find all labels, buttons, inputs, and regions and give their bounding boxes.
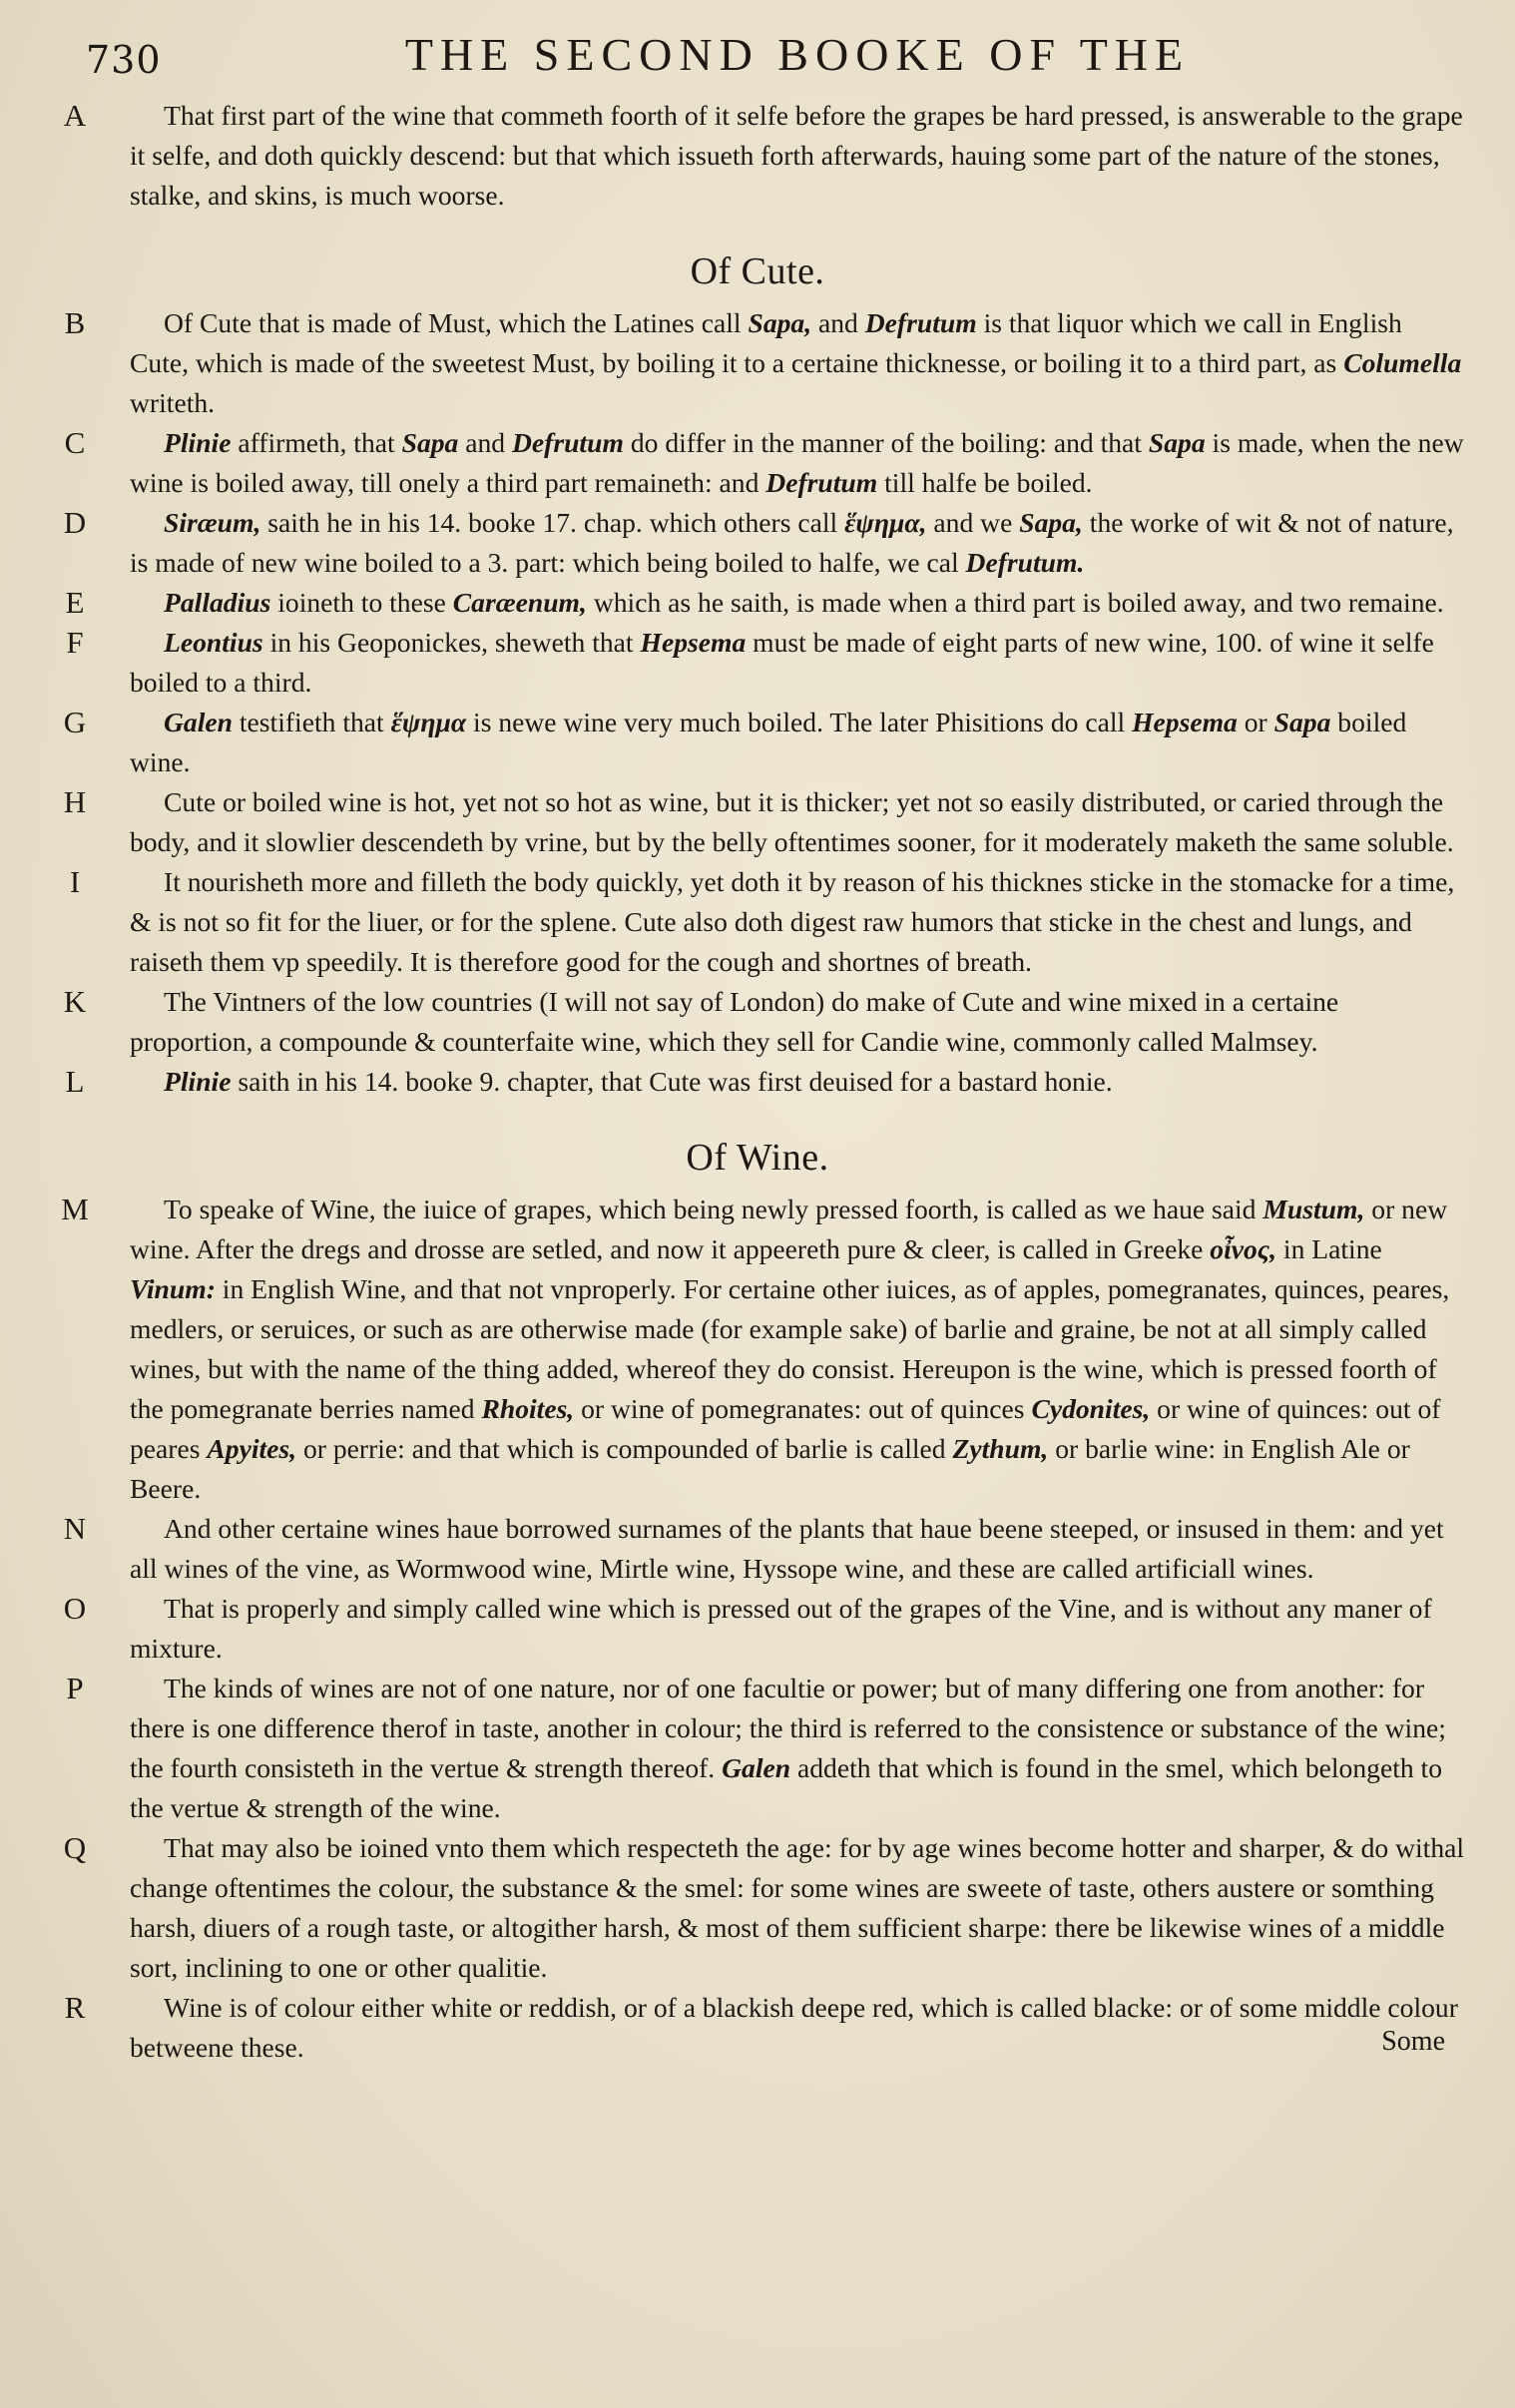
text-run: or wine of pomegranates: out of quinces [574, 1393, 1032, 1424]
italic-term: Plinie [164, 427, 232, 458]
paragraph-text [130, 703, 1465, 782]
paragraph-text [130, 423, 1465, 503]
text-run: Wine is of colour either white or reddish, or of a blackish deepe red, which is called blacke: or of some middle colour betweene these. [130, 1992, 1458, 2063]
paragraph [40, 1589, 1475, 1669]
margin-letter: F [66, 625, 84, 660]
text-run: writeth. [130, 387, 216, 418]
paragraph [40, 303, 1475, 423]
italic-term: Sapa, [748, 307, 812, 338]
paragraph [40, 96, 1475, 216]
text-run: The kinds of wines are not of one nature, nor of one facultie or power; but of many differing one from another: for there is one difference therof in taste, another in colour; the third is referred to the consistence or substance of the wine; the fourth consisteth in the vertue & strength thereof. [130, 1673, 1446, 1783]
paragraph [40, 623, 1475, 703]
italic-term: Galen [164, 707, 233, 737]
text-run: is made, when the new wine is boiled away, till onely a third part remaineth: and [130, 427, 1464, 498]
margin-letter: H [63, 784, 87, 819]
text-run: saith he in his 14. booke 17. chap. which others call [260, 507, 845, 538]
italic-term: Cydonites, [1031, 1393, 1151, 1424]
paragraph-text [130, 1589, 1465, 1669]
paragraph-text [130, 982, 1465, 1062]
page-body [40, 96, 1475, 2068]
paragraph-text [130, 1509, 1465, 1589]
margin-letter: E [65, 585, 85, 620]
italic-term: Defrutum. [965, 547, 1085, 578]
text-run: The Vintners of the low countries (I will not say of London) do make of Cute and wine mixed in a certaine proportion, a compounde & counterfaite wine, which they sell for Candie wine, commonly called Malmsey. [130, 986, 1339, 1057]
italic-term: Hepsema [640, 627, 747, 658]
italic-term: Mustum, [1262, 1194, 1365, 1224]
paragraph-text [130, 1988, 1465, 2068]
paragraph [40, 1669, 1475, 1828]
italic-term: Caræenum, [452, 587, 587, 618]
text-run: is newe wine very much boiled. The later Phisitions do call [466, 707, 1133, 737]
italic-term: Galen [722, 1752, 791, 1783]
paragraph [40, 982, 1475, 1062]
italic-term: Columella [1343, 347, 1462, 378]
section-heading: Of Wine. [686, 1137, 829, 1179]
paragraph-text [130, 1190, 1465, 1509]
margin-letter: B [64, 305, 86, 340]
text-run: in English Wine, and that not vnproperly. For certaine other iuices, as of apples, pomegranates, quinces, peares, medlers, or seruices, or such as are otherwise made (for example sake) of barlie and graine, be not at all simply called wines, but with the name of the thing added, whereof they do consist. Hereupon is the wine, which is pressed foorth of the pomegranate berries named [130, 1273, 1450, 1424]
paragraph [40, 1509, 1475, 1589]
section-heading: Of Cute. [690, 250, 825, 292]
text-run: addeth that which is found in the smel, which belongeth to the vertue & strength of the wine. [130, 1752, 1443, 1823]
text-run: the worke of wit & not of nature, is made of new wine boiled to a 3. part: which being boiled to halfe, we cal [130, 507, 1454, 578]
text-run: and [811, 307, 865, 338]
italic-term: ἕψημα, [844, 507, 927, 538]
margin-letter: G [63, 705, 87, 739]
paragraph-text [130, 623, 1465, 703]
margin-letter: O [63, 1591, 87, 1626]
text-run: Cute or boiled wine is hot, yet not so hot as wine, but it is thicker; yet not so easily distributed, or caried through the body, and it slowlier descendeth by vrine, but by the belly oftentimes sooner, for it moderately maketh the same soluble. [130, 786, 1454, 857]
catchword: Some [1381, 2026, 1445, 2057]
text-run: or new wine. After the dregs and drosse are setled, and now it appeereth pure & cleer, is called in Greeke [130, 1194, 1448, 1264]
italic-term: Leontius [164, 627, 263, 658]
text-run: or [1237, 707, 1274, 737]
margin-letter: N [63, 1511, 87, 1546]
text-run: in Latine [1276, 1233, 1382, 1264]
text-run: boiled wine. [130, 707, 1407, 777]
text-run: or perrie: and that which is compounded of barlie is called [296, 1433, 953, 1464]
italic-term: Zythum, [952, 1433, 1049, 1464]
text-run: and [458, 427, 512, 458]
text-run: or wine of quinces: out of peares [130, 1393, 1441, 1464]
paragraph-text [130, 1062, 1465, 1102]
paragraph [40, 862, 1475, 982]
page-header [40, 22, 1475, 84]
text-run: And other certaine wines haue borrowed surnames of the plants that haue beene steeped, or insused in them: and yet all wines of the vine, as Wormwood wine, Mirtle wine, Hyssope wine, and these are called artificiall wines. [130, 1513, 1444, 1584]
margin-letter: P [66, 1671, 84, 1705]
text-run: ioineth to these [270, 587, 453, 618]
paragraph [40, 1828, 1475, 1988]
paragraph [40, 1190, 1475, 1509]
text-run: must be made of eight parts of new wine, 100. of wine it selfe boiled to a third. [130, 627, 1434, 698]
text-run: do differ in the manner of the boiling: and that [623, 427, 1149, 458]
paragraph [40, 782, 1475, 862]
paragraph-text [130, 1669, 1465, 1828]
italic-term: Sapa [401, 427, 459, 458]
text-run: in his Geoponickes, sheweth that [262, 627, 641, 658]
margin-letter: K [63, 984, 87, 1019]
italic-term: Sapa, [1019, 507, 1083, 538]
text-run: Of Cute that is made of Must, which the Latines call [164, 307, 749, 338]
text-run: affirmeth, that [231, 427, 402, 458]
italic-term: Palladius [164, 587, 271, 618]
margin-letter: R [64, 1990, 86, 2025]
text-run: or barlie wine: in English Ale or Beere. [130, 1433, 1410, 1504]
running-head: THE SECOND BOOKE OF THE [404, 29, 1191, 80]
margin-letter: A [63, 98, 87, 133]
italic-term: Apyites, [207, 1433, 297, 1464]
paragraph [40, 703, 1475, 782]
italic-term: Siræum, [164, 507, 261, 538]
paragraph-text [130, 303, 1465, 423]
italic-term: Sapa [1273, 707, 1331, 737]
text-run: is that liquor which we call in English Cute, which is made of the sweetest Must, by boiling it to a certaine thicknesse, or boiling it to a third part, as [130, 307, 1402, 378]
italic-term: ἕψημα [390, 707, 467, 737]
text-run: saith in his 14. booke 9. chapter, that Cute was first deuised for a bastard honie. [231, 1066, 1113, 1097]
paragraph-text [130, 782, 1465, 862]
margin-letter: D [63, 505, 87, 540]
text-run: That may also be ioined vnto them which respecteth the age: for by age wines become hotter and sharper, & do withal change oftentimes the colour, the substance & the smel: for some wines are sweete of taste, others austere or somthing harsh, diuers of a rough taste, or altogither harsh, & most of them sufficient sharpe: there be likewise wines of a middle sort, inclining to one or other qualitie. [130, 1832, 1465, 1983]
margin-letter: I [69, 864, 81, 899]
paragraph-text [130, 1828, 1465, 1988]
margin-letter: L [65, 1064, 85, 1099]
margin-letter: C [64, 425, 86, 460]
text-run: To speake of Wine, the iuice of grapes, which being newly pressed foorth, is called as we haue said [164, 1194, 1263, 1224]
italic-term: Vinum: [130, 1273, 216, 1304]
text-run: It nourisheth more and filleth the body quickly, yet doth it by reason of his thicknes sticke in the stomacke for a time, & is not so fit for the liuer, or for the splene. Cute also doth digest raw humors that sticke in the chest and lungs, and raiseth them vp speedily. It is therefore good for the cough and shortnes of breath. [130, 866, 1455, 977]
paragraph-text [130, 503, 1465, 583]
text-run: till halfe be boiled. [877, 467, 1093, 498]
paragraph [40, 423, 1475, 503]
paragraph-text [130, 583, 1465, 623]
margin-letter: M [61, 1192, 89, 1226]
italic-term: οἶνος, [1210, 1233, 1277, 1264]
text-run: which as he saith, is made when a third part is boiled away, and two remaine. [586, 587, 1444, 618]
paragraph-text [130, 96, 1465, 216]
italic-term: Defrutum [765, 467, 878, 498]
italic-term: Rhoites, [481, 1393, 575, 1424]
margin-letter: Q [63, 1830, 87, 1865]
italic-term: Hepsema [1132, 707, 1238, 737]
text-run: That is properly and simply called wine which is pressed out of the grapes of the Vine, and is without any maner of mixture. [130, 1593, 1432, 1664]
italic-term: Plinie [164, 1066, 232, 1097]
paragraph [40, 583, 1475, 623]
text-run: testifieth that [232, 707, 391, 737]
italic-term: Defrutum [511, 427, 624, 458]
page-number: 730 [86, 38, 162, 82]
italic-term: Sapa [1148, 427, 1206, 458]
paragraph-text [130, 862, 1465, 982]
paragraph [40, 503, 1475, 583]
text-run: That first part of the wine that commeth foorth of it selfe before the grapes be hard pressed, is answerable to the grape it selfe, and doth quickly descend: but that which issueth forth afterwards, hauing some part of the nature of the stones, stalke, and skins, is much woorse. [130, 100, 1463, 211]
text-run: and we [926, 507, 1020, 538]
paragraph [40, 1988, 1475, 2068]
italic-term: Defrutum [864, 307, 977, 338]
paragraph [40, 1062, 1475, 1102]
